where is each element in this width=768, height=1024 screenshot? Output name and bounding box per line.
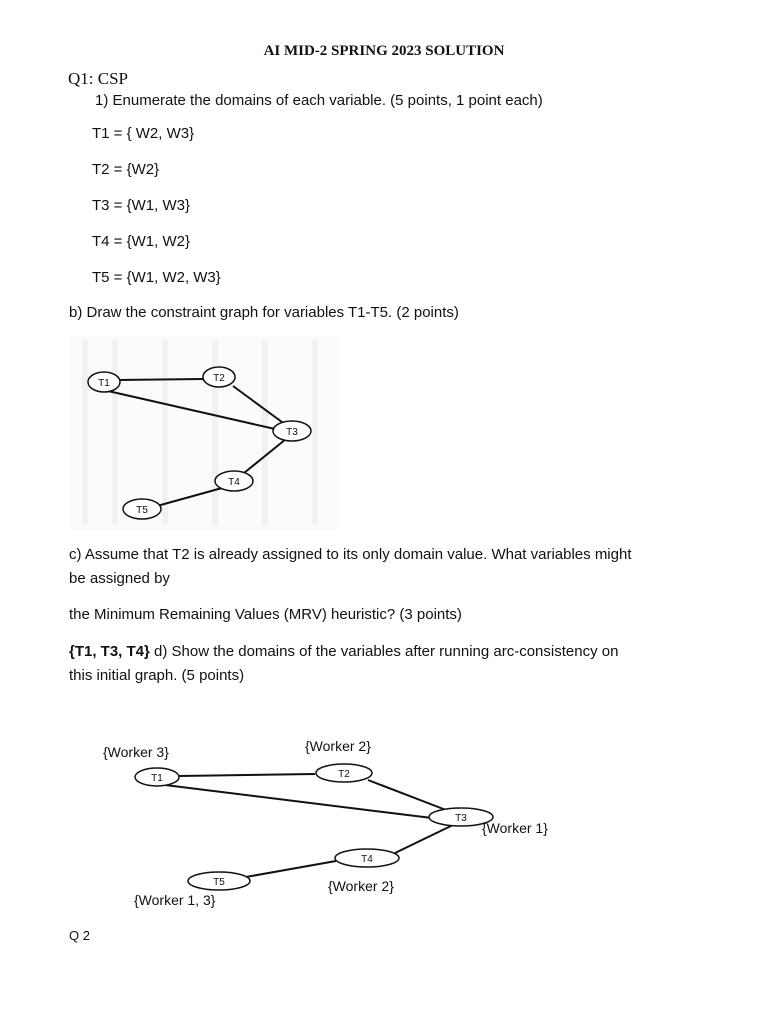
node-t1-label: T1 xyxy=(98,378,110,389)
part-c-line-2: be assigned by xyxy=(69,570,170,587)
q2-heading: Q 2 xyxy=(69,928,90,943)
node-t5-label: T5 xyxy=(136,505,148,516)
domain-t4: T4 = {W1, W2} xyxy=(92,233,190,250)
domain-t3: T3 = {W1, W3} xyxy=(92,197,190,214)
part-d-line-1: d) Show the domains of the variables after running arc-consistency on xyxy=(149,643,619,660)
part-b-question: b) Draw the constraint graph for variables T1-T5. (2 points) xyxy=(69,304,459,321)
mrv-answer: {T1, T3, T4} xyxy=(69,643,150,660)
constraint-graph xyxy=(70,335,340,530)
node-t3-label: T3 xyxy=(455,813,467,824)
t5-domain-label: {Worker 1, 3} xyxy=(134,892,216,908)
node-t3-label: T3 xyxy=(286,427,298,438)
node-t2-label: T2 xyxy=(213,373,225,384)
document-title: AI MID-2 SPRING 2023 SOLUTION xyxy=(263,43,505,59)
q1-heading: Q1: CSP xyxy=(68,69,128,88)
arc-consistency-graph xyxy=(70,730,590,915)
node-t4-label: T4 xyxy=(361,854,373,865)
node-t1-label: T1 xyxy=(151,773,163,784)
domain-t2: T2 = {W2} xyxy=(92,161,160,178)
part-d-line-2: this initial graph. (5 points) xyxy=(69,667,245,684)
t4-domain-label: {Worker 2} xyxy=(328,878,394,894)
part-1-question: 1) Enumerate the domains of each variable. (5 points, 1 point each) xyxy=(95,92,543,109)
t2-domain-label: {Worker 2} xyxy=(305,738,371,754)
domain-t1: T1 = { W2, W3} xyxy=(92,125,195,142)
part-c-answer-and-d xyxy=(69,643,618,660)
t3-domain-label: {Worker 1} xyxy=(482,820,548,836)
domain-t5: T5 = {W1, W2, W3} xyxy=(92,269,221,286)
node-t4-label: T4 xyxy=(228,477,240,488)
node-t5-label: T5 xyxy=(213,877,225,888)
edge-t1-t2 xyxy=(120,379,204,380)
part-c-line-3: the Minimum Remaining Values (MRV) heuristic? (3 points) xyxy=(69,606,462,623)
part-c-line-1: c) Assume that T2 is already assigned to its only domain value. What variables might xyxy=(69,546,632,563)
node-t2-label: T2 xyxy=(338,769,350,780)
t1-domain-label: {Worker 3} xyxy=(103,744,169,760)
